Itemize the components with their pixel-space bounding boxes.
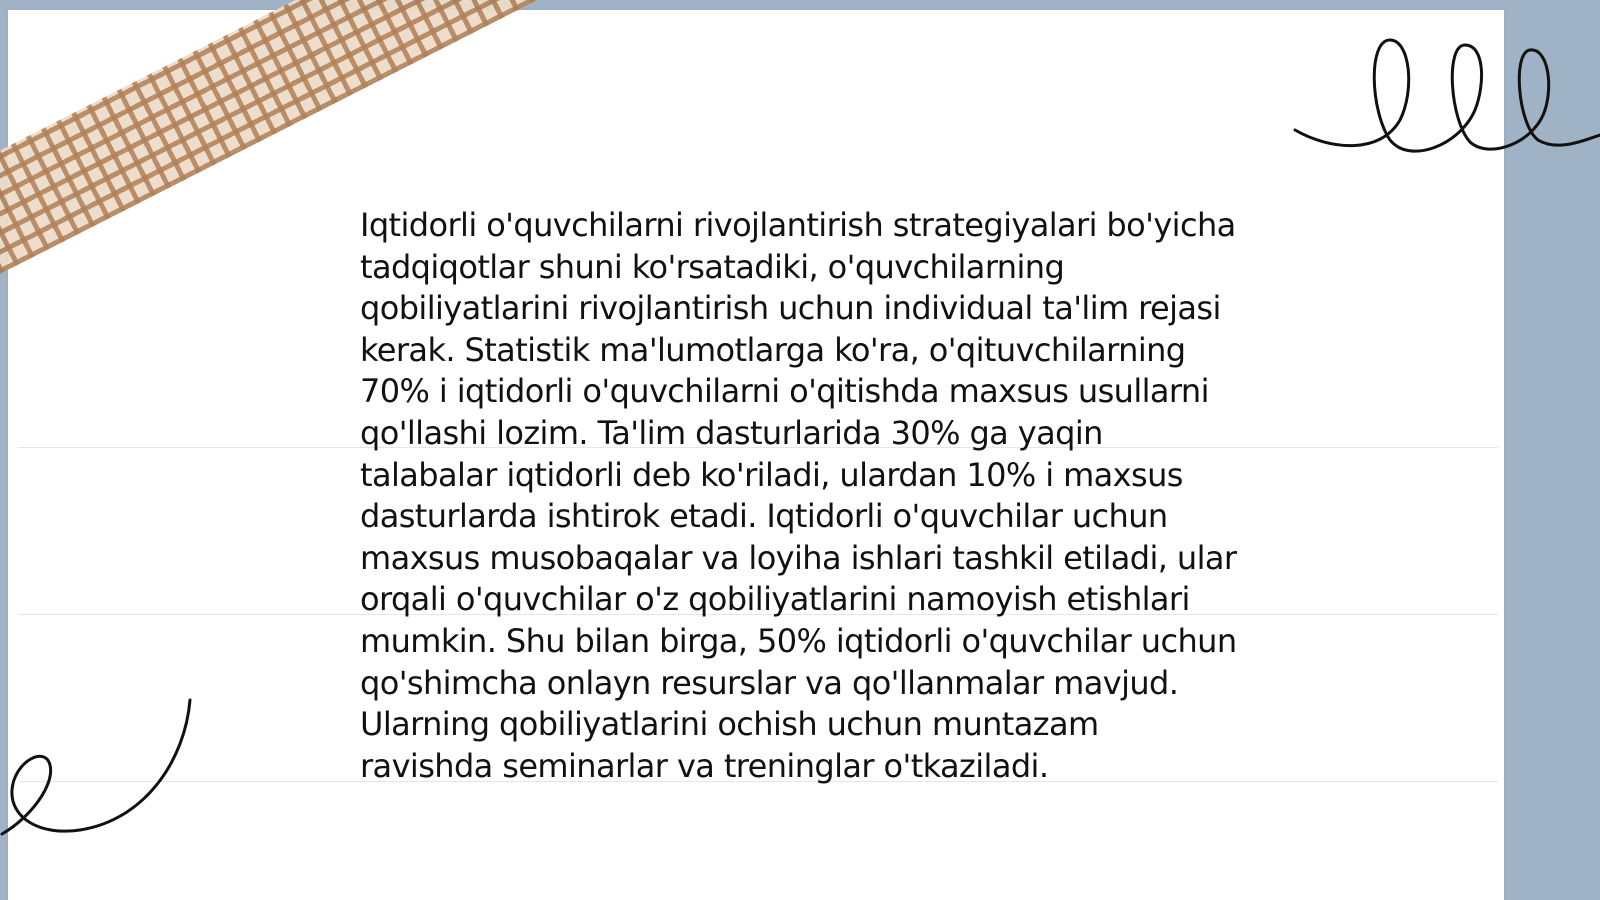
curl-scribble-doodle [0, 690, 200, 860]
body-paragraph: Iqtidorli o'quvchilarni rivojlantirish strategiyalari bo'yicha tadqiqotlar shuni ko'rsatadiki, o'quvchilarning qobiliyatlarini rivojlantirish uchun individual ta'lim rejasi kerak. Statistik ma'lumotlarga ko'ra, o'qituvchilarning 70% i iqtidorli o'quvchilarni o'qitishda maxsus usullarni qo'llashi lozim. Ta'lim dasturlarida 30% ga yaqin talabalar iqtidorli deb ko'riladi, ulardan 10% i maxsus dasturlarda ishtirok etadi. Iqtidorli o'quvchilar uchun maxsus musobaqalar va loyiha ishlari tashkil etiladi, ular orqali o'quvchilar o'z qobiliyatlarini namoyish etishlari mumkin. Shu bilan birga, 50% iqtidorli o'quvchilar uchun qo'shimcha onlayn resurslar va qo'llanmalar mavjud. Ularning qobiliyatlarini ochish uchun muntazam ravishda seminarlar va treninglar o'tkaziladi. [360, 206, 1237, 785]
loop-scribble-doodle [1290, 30, 1600, 170]
